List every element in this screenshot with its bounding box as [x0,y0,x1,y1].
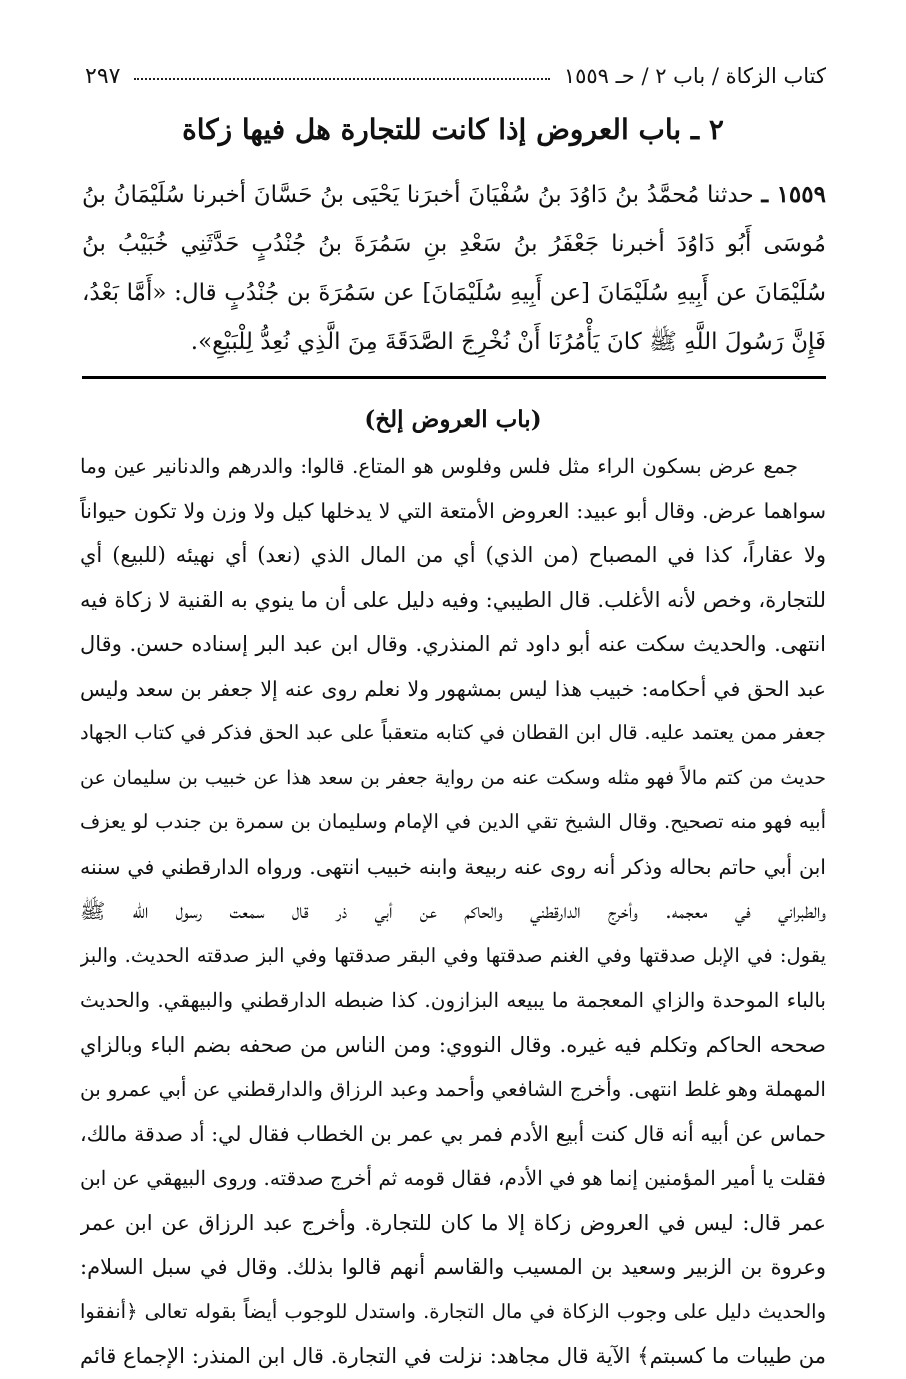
hadith-text-block [82,170,826,367]
chapter-title: ٢ ـ باب العروض إذا كانت للتجارة هل فيها زكاة [182,113,724,146]
commentary-line: وعروة بن الزبير وسعيد بن المسيب والقاسم أنهم قالوا بذلك. وقال في سبل السلام: [80,1255,826,1279]
hadith-number: ١٥٥٩ ـ [761,181,826,208]
commentary-line: انتهى. والحديث سكت عنه أبو داود ثم المنذري. وقال ابن عبد البر إسناده حسن. وقال [80,632,826,656]
commentary-line: حماس عن أبيه أنه قال كنت أبيع الأدم فمر بي عمر بن الخطاب فقال لي: أد صدقة مالك، [80,1121,826,1146]
running-title: كتاب الزكاة / باب ٢ / حـ ١٥٥٩ [563,64,826,88]
commentary-line: ابن أبي حاتم بحاله وذكر أنه روى عنه ربيعة وابنه خبيب انتهى. ورواه الدارقطني في سننه [80,854,826,879]
commentary-line: أبيه فهو منه تصحيح. وقال الشيخ تقي الدين في الإمام وسليمان بن سمرة بن جندب لو يعزف [80,810,826,833]
header-dot-leader [134,78,549,80]
hadith-body: حدثنا مُحمَّدُ بنُ دَاوُدَ بنُ سُفْيَانَ أخبرَنا يَحْيَى بنُ حَسَّانَ أخبرنا سُلَيْمَانُ بنُ مُوسَى أَبُو دَاوُدَ أخبرنا جَعْفَرُ بنُ سَعْدِ بنِ سَمُرَةَ بنُ جُنْدُبٍ حَدَّثَنِي خُبَيْبُ بنُ سُلَيْمَانَ عن أَبِيهِ سُلَيْمَانَ [عن أَبِيهِ سُلَيْمَانَ] عن سَمُرَةَ بن جُنْدُبٍ قال: «أَمَّا بَعْدُ، فَإِنَّ رَسُولَ اللَّهِ ﷺ كانَ يَأْمُرُنَا أَنْ نُخْرِجَ الصَّدَقَةَ مِنَ الَّذِي نُعِدُّ لِلْبَيْعِ». [82,182,826,355]
commentary-line: المهملة وهو غلط انتهى. وأخرج الشافعي وأحمد وعبد الرزاق والدارقطني عن أبي عمرو بن [80,1077,826,1101]
commentary-line: ولا عقاراً، كذا في المصباح (من الذي) أي من المال الذي (نعد) أي نهيئه (للبيع) أي [80,543,826,567]
commentary-line: والطبراني في معجمه. وأخرج الدارقطني والحاكم عن أبي ذر قال سمعت رسول الله ﷺ [80,899,826,923]
commentary-line: من طيبات ما كسبتم﴾ الآية قال مجاهد: نزلت في التجارة. قال ابن المنذر: الإجماع قائم [80,1344,826,1368]
commentary-line: صححه الحاكم وتكلم فيه غيره. وقال النووي: ومن الناس من صحفه بضم الباء وبالزاي [80,1032,826,1057]
commentary-line: عبد الحق في أحكامه: خبيب هذا ليس بمشهور ولا نعلم روى عنه إلا جعفر بن سعد وليس [80,676,826,701]
commentary-line: والحديث دليل على وجوب الزكاة في مال التجارة. واستدل للوجوب أيضاً بقوله تعالى ﴿أنفقوا [80,1299,826,1323]
commentary-line: بالباء الموحدة والزاي المعجمة ما يبيعه البزازون. كذا ضبطه الدارقطني والبيهقي. والحديث [80,988,826,1012]
commentary-line: عمر قال: ليس في العروض زكاة إلا ما كان للتجارة. وأخرج عبد الرزاق عن ابن عمر [80,1210,826,1235]
commentary-line: حديث من كتم مالاً فهو مثله وسكت عنه من رواية جعفر بن سعد هذا عن خبيب بن سليمان عن [80,766,826,789]
running-header [85,58,826,94]
commentary-line: فقلت يا أمير المؤمنين إنما هو في الأدم، فقال قومه ثم أخرج صدقته. وروى البيهقي عن ابن [80,1166,826,1190]
commentary-line: جمع عرض بسكون الراء مثل فلس وفلوس هو المتاع. قالوا: والدرهم والدنانير عين وما [80,454,798,478]
page-number: ٢٩٧ [85,63,121,89]
commentary-title: (باب العروض إلخ) [364,406,542,433]
commentary-line: يقول: في الإبل صدقتها وفي الغنم صدقتها وفي البقر صدقتها وفي البز صدقته الحديث. والبز [80,943,826,967]
section-divider [82,376,826,379]
commentary-line: للتجارة، وخص لأنه الأغلب. قال الطيبي: وفيه دليل على أن ما ينوي به القنية لا زكاة فيه [80,587,826,612]
commentary-line: جعفر ممن يعتمد عليه. قال ابن القطان في كتابه متعقباً على عبد الحق فذكر في كتاب الجهاد [80,721,826,744]
commentary-block [80,444,826,1379]
commentary-line: سواهما عرض. وقال أبو عبيد: العروض الأمتعة التي لا يدخلها كيل ولا وزن ولا تكون حيواناً [80,498,826,523]
